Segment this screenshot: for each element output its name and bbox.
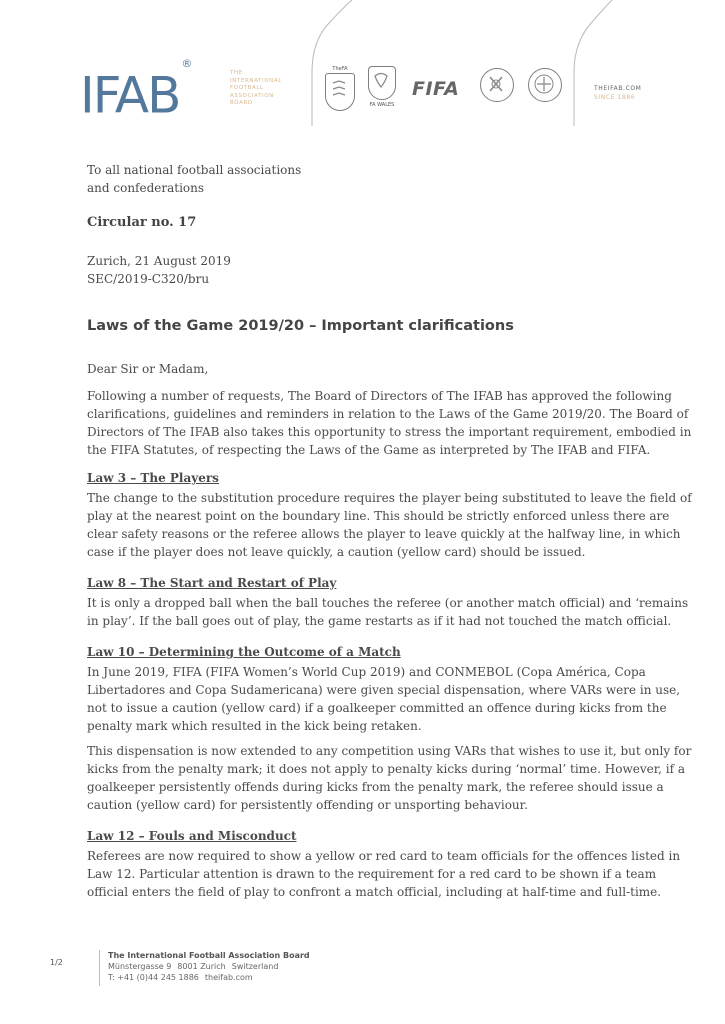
scotland-crest-icon (480, 68, 514, 102)
footer-org-name: The International Football Association Board (108, 951, 310, 960)
footer-web-link[interactable]: theifab.com (204, 973, 253, 982)
ifab-wordmark: IFAB® (80, 57, 193, 125)
law-10-heading: Law 10 – Determining the Outcome of a Match (87, 645, 401, 659)
website-link[interactable]: THEIFAB.COM (594, 85, 642, 92)
intro-paragraph: Following a number of requests, The Board of Directors of The IFAB has approved the following clarifications, guidelines and reminders in relation to the Laws of the Game 2019/20. The Board of Directors of The IFAB also takes this opportunity to stress the important requirement, embodied in the FIFA Statutes, of respecting the Laws of the Game as interpreted by The IFAB and FIFA. (87, 389, 692, 457)
law-10-paragraph-1: In June 2019, FIFA (FIFA Women’s World Cup 2019) and CONMEBOL (Copa América, Copa Libertadores and Copa Sudamericana) were given special dispensation, where VARs were in use, not to issue a caution (yellow card) if a goalkeeper committed an offence during kicks from the penalty mark which resulted in the kick being retaken. (87, 665, 681, 733)
law-8-paragraph: It is only a dropped ball when the ball touches the referee (or another match official) and ‘remains in play’. If the ball goes out of play, the game restarts as if it had not touched the match official. (87, 596, 689, 628)
circular-number: Circular no. 17 (87, 215, 197, 230)
law-3-paragraph: The change to the substitution procedure requires the player being substituted to leave the field of play at the nearest point on the boundary line. This should be strictly enforced unless there are clear safety reasons or the referee allows the player to leave quickly at the halfway line, in which case if the player does not leave quickly, a caution (yellow card) should be issued. (87, 491, 692, 559)
england-fa-crest: TheFA (325, 66, 355, 111)
northern-ireland-crest-icon (528, 68, 562, 102)
since-year: SINCE 1886 (594, 94, 636, 101)
england-crest-icon (325, 73, 355, 111)
page-number: 1/2 (50, 958, 63, 967)
law-12-heading: Law 12 – Fouls and Misconduct (87, 829, 297, 843)
law-12-paragraph: Referees are now required to show a yellow or red card to team officials for the offences listed in Law 12. Particular attention is drawn to the requirement for a red card to be shown if a team official enters the field of play to confront a match official, including at half-time and full-time. (87, 849, 681, 899)
reference-number: SEC/2019-C320/bru (87, 272, 210, 286)
salutation: Dear Sir or Madam, (87, 362, 209, 376)
fifa-logo: FIFA (412, 78, 460, 100)
recipient-line-1: To all national football associations (87, 163, 302, 177)
letter-title: Laws of the Game 2019/20 – Important clarifications (87, 318, 514, 334)
place-date: Zurich, 21 August 2019 (87, 254, 231, 268)
ifab-logo-subtitle: THE INTERNATIONAL FOOTBALL ASSOCIATION BOARD (230, 70, 282, 107)
law-3-heading: Law 3 – The Players (87, 471, 219, 485)
wales-fa-crest: FA WALES (368, 66, 396, 108)
northern-ireland-fa-crest (528, 68, 562, 102)
footer-divider (99, 950, 100, 986)
law-10-paragraph-2: This dispensation is now extended to any competition using VARs that wishes to use it, but only for kicks from the penalty mark; it does not apply to penalty kicks during ‘normal’ time. However, if a goalkeeper persistently offends during kicks from the penalty mark, the referee should issue a caution (yellow card) for persistently offending or unsporting behaviour. (87, 744, 692, 812)
footer-address: The International Football Association Board Münstergasse 9 8001 Zurich Switzerland T: +41 (0)44 245 1886 theifab.com (108, 951, 310, 982)
header-website (594, 84, 641, 102)
law-8-heading: Law 8 – The Start and Restart of Play (87, 576, 337, 590)
scotland-fa-crest (480, 68, 514, 102)
recipient-line-2: and confederations (87, 181, 205, 195)
footer-phone: T: +41 (0)44 245 1886 (108, 973, 199, 982)
wales-crest-icon (368, 66, 396, 100)
